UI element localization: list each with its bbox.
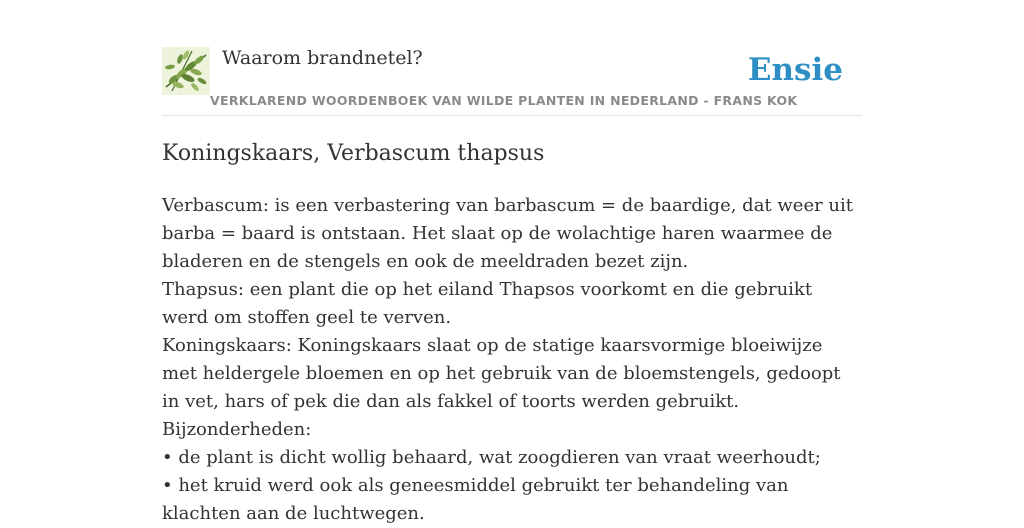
paragraph-koningskaars: Koningskaars: Koningskaars slaat op de statige kaarsvormige bloeiwijze met heldergele bloemen en op het gebruik van de bloemstengels, gedoopt in vet, hars of pek die dan als fakkel of toorts werden gebruikt. [162,335,841,412]
paragraph-thapsus: Thapsus: een plant die op het eiland Thapsos voorkomt en die gebruikt werd om stoffen geel te verven. [162,279,813,328]
entry-body [162,192,862,528]
plant-leaves-icon[interactable] [162,47,210,95]
paragraph-bijzonderheden: Bijzonderheden: [162,419,312,440]
dictionary-subtitle[interactable]: VERKLAREND WOORDENBOEK VAN WILDE PLANTEN IN NEDERLAND - FRANS KOK [210,93,798,108]
paragraph-verbascum: Verbascum: is een verbastering van barbascum = de baardige, dat weer uit barba = baard is ontstaan. Het slaat op de wolachtige haren waarmee de bladeren en de stengels en ook de meeldraden bezet zijn. [162,195,854,272]
brand-logo[interactable]: Ensie [747,52,843,88]
list-item: • de plant is dicht wollig behaard, wat zoogdieren van vraat weerhoudt; [162,447,821,468]
document-title[interactable]: Waarom brandnetel? [222,47,423,69]
entry-title: Koningskaars, Verbascum thapsus [162,141,545,166]
header [162,0,862,116]
list-item: • het kruid werd ook als geneesmiddel gebruikt ter behandeling van klachten aan de luchtwegen. [162,475,789,524]
